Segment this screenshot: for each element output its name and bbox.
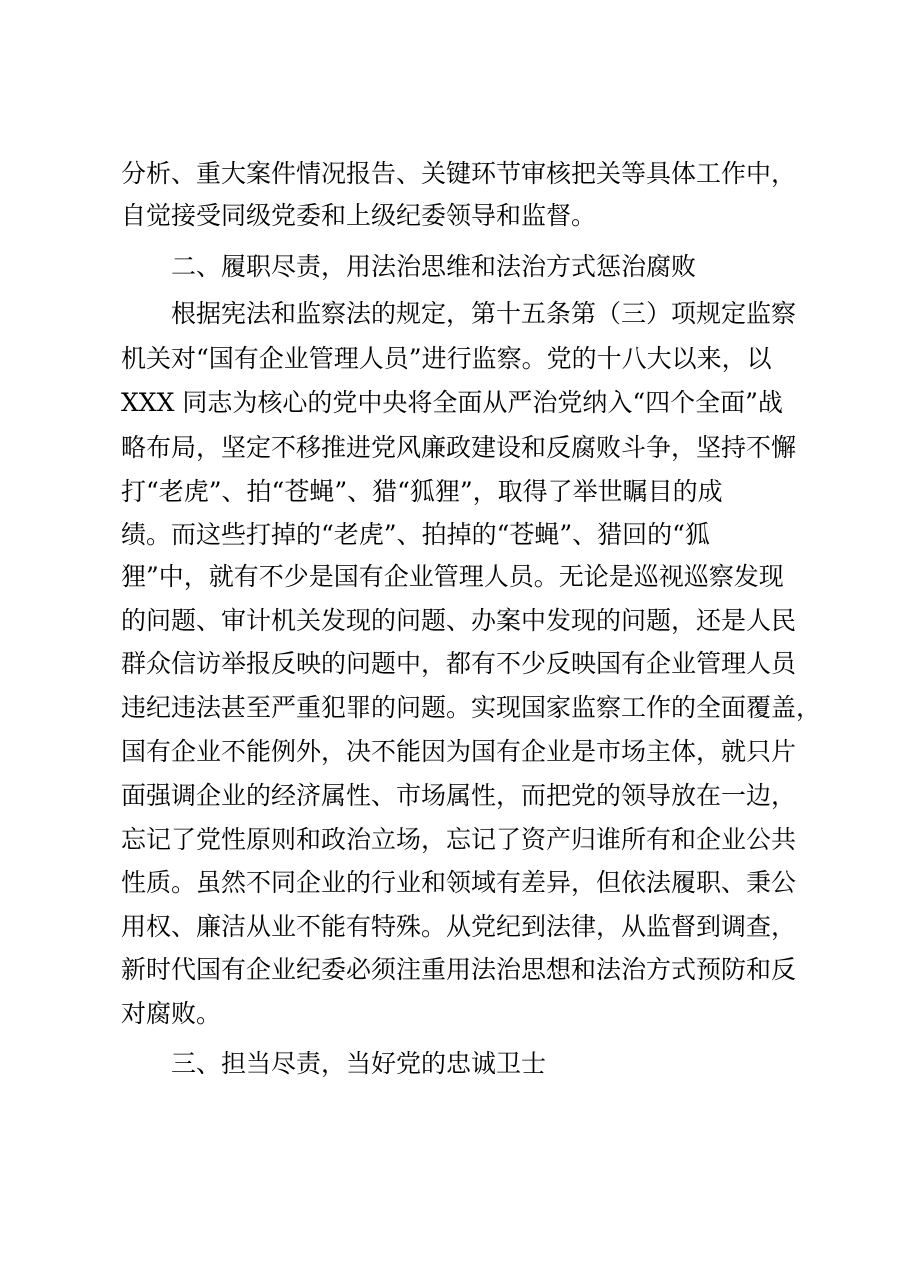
text-line: 用权、廉洁从业不能有特殊。从党纪到法律，从监督到调查， (121, 912, 797, 941)
text-line: 自觉接受同级党委和上级纪委领导和监督。 (121, 201, 597, 230)
text-line: 根据宪法和监察法的规定，第十五条第（三）项规定监察 (171, 299, 797, 328)
text-line: 忘记了党性原则和政治立场，忘记了资产归谁所有和企业公共 (121, 825, 797, 854)
text-line: 群众信访举报反映的问题中，都有不少反映国有企业管理人员 (121, 649, 797, 678)
text-line: 略布局，坚定不移推进党风廉政建设和反腐败斗争，坚持不懈 (121, 433, 797, 462)
text-line: 国有企业不能例外，决不能因为国有企业是市场主体，就只片 (121, 737, 797, 766)
text-line: 面强调企业的经济属性、市场属性，而把党的领导放在一边， (121, 781, 797, 810)
text-line: 违纪违法甚至严重犯罪的问题。实现国家监察工作的全面覆盖， (121, 693, 822, 722)
text-line: 的问题、审计机关发现的问题、办案中发现的问题，还是人民 (121, 606, 797, 635)
text-line: 性质。虽然不同企业的行业和领域有差异，但依法履职、秉公 (121, 868, 797, 897)
text-line: 新时代国有企业纪委必须注重用法治思想和法治方式预防和反 (121, 955, 797, 984)
text-line: 打“老虎”、拍“苍蝇”、猎“狐狸”，取得了举世瞩目的成 (121, 477, 723, 506)
text-line: 绩。而这些打掉的“老虎”、拍掉的“苍蝇”、猎回的“狐 (121, 520, 710, 549)
text-line: 机关对“国有企业管理人员”进行监察。党的十八大以来，以 (121, 344, 772, 373)
text-line: XXX 同志为核心的党中央将全面从严治党纳入“四个全面”战 (121, 388, 783, 417)
text-line: 分析、重大案件情况报告、关键环节审核把关等具体工作中， (121, 159, 797, 188)
text-line: 对腐败。 (121, 999, 222, 1028)
section-heading: 二、履职尽责，用法治思维和法治方式惩治腐败 (171, 252, 697, 281)
section-heading: 三、担当尽责，当好党的忠诚卫士 (171, 1049, 547, 1078)
text-line: 狸”中，就有不少是国有企业管理人员。无论是巡视巡察发现 (121, 562, 784, 591)
